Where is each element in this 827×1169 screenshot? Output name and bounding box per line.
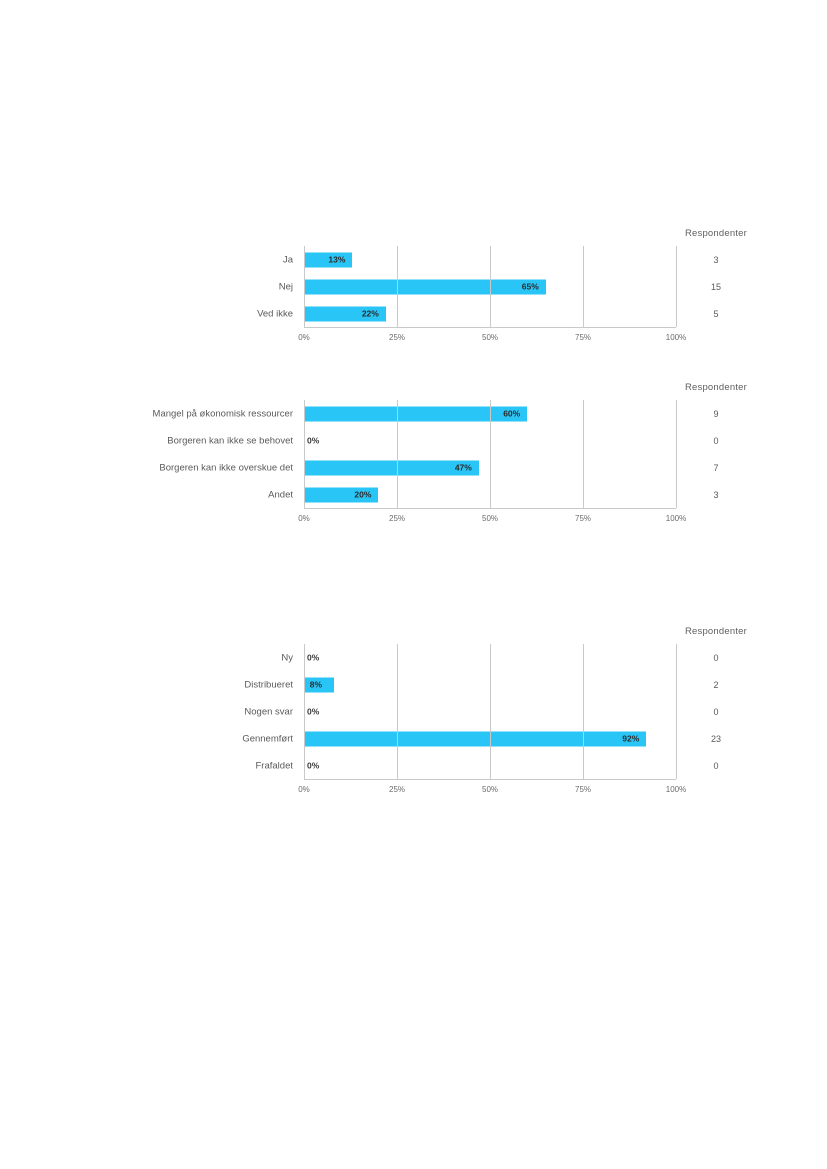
category-label: Ja — [282, 254, 293, 265]
axis-tick-label: 50% — [481, 333, 499, 342]
chart-block-2 — [0, 382, 827, 527]
axis-tick-label: 50% — [481, 785, 499, 794]
respondent-count: 2 — [713, 679, 719, 690]
bar-value-label: 0% — [307, 435, 320, 446]
respondenter-column-header: Respondenter — [684, 228, 748, 239]
respondenter-column-header: Respondenter — [684, 626, 748, 637]
axis-tick-label: 75% — [574, 785, 592, 794]
category-label: Borgeren kan ikke overskue det — [159, 462, 293, 473]
gridline — [583, 246, 584, 327]
bar-value-label: 0% — [307, 760, 320, 771]
axis-tick-label: 0% — [298, 785, 310, 794]
gridline — [397, 644, 398, 779]
gridline — [490, 246, 491, 327]
axis-tick-label: 100% — [665, 514, 687, 523]
respondent-count: 3 — [713, 254, 719, 265]
category-label: Gennemført — [242, 733, 293, 744]
category-label: Nogen svar — [244, 706, 293, 717]
bar-value-label: 22% — [361, 308, 379, 319]
bar-value-label: 0% — [307, 652, 320, 663]
gridline — [676, 644, 677, 779]
axis-tick-label: 0% — [298, 333, 310, 342]
gridline — [397, 246, 398, 327]
respondent-count: 15 — [710, 281, 721, 292]
axis-tick-label: 25% — [388, 785, 406, 794]
gridline — [490, 644, 491, 779]
gridline — [676, 246, 677, 327]
bar-value-label: 60% — [503, 408, 521, 419]
respondent-count: 0 — [713, 435, 719, 446]
category-label: Andet — [268, 489, 293, 500]
axis-tick-label: 25% — [388, 514, 406, 523]
axis-tick-label: 100% — [665, 333, 687, 342]
chart-axis — [298, 644, 687, 794]
gridline — [304, 246, 305, 327]
gridline — [490, 400, 491, 508]
respondent-count: 0 — [713, 760, 719, 771]
respondent-count: 5 — [713, 308, 719, 319]
respondent-count: 7 — [713, 462, 719, 473]
gridline — [676, 400, 677, 508]
axis-tick-label: 0% — [298, 514, 310, 523]
bar-value-label: 47% — [454, 462, 472, 473]
gridline — [304, 400, 305, 508]
category-label: Nej — [278, 281, 293, 292]
respondent-count: 0 — [713, 652, 719, 663]
category-label: Mangel på økonomisk ressourcer — [152, 408, 293, 419]
gridline — [583, 400, 584, 508]
category-label: Distribueret — [244, 679, 293, 690]
bar-value-label: 92% — [622, 733, 640, 744]
bar-value-label: 0% — [307, 706, 320, 717]
axis-tick-label: 100% — [665, 785, 687, 794]
gridline — [397, 400, 398, 508]
axis-baseline — [304, 779, 676, 780]
respondent-count: 0 — [713, 706, 719, 717]
category-label: Borgeren kan ikke se behovet — [167, 435, 293, 446]
chart-axis — [298, 246, 687, 342]
gridline — [304, 644, 305, 779]
axis-tick-label: 75% — [574, 333, 592, 342]
bar-value-label: 65% — [521, 281, 539, 292]
chart-axis — [298, 400, 687, 523]
category-label: Ny — [281, 652, 293, 663]
axis-tick-label: 50% — [481, 514, 499, 523]
chart-block-3 — [0, 626, 827, 801]
category-label: Frafaldet — [255, 760, 293, 771]
respondenter-column-header: Respondenter — [684, 382, 748, 393]
axis-baseline — [304, 327, 676, 328]
bar-value-label: 8% — [309, 679, 323, 690]
axis-baseline — [304, 508, 676, 509]
chart-block-1 — [0, 228, 827, 346]
axis-tick-label: 75% — [574, 514, 592, 523]
bar-value-label: 13% — [328, 254, 346, 265]
axis-tick-label: 25% — [388, 333, 406, 342]
respondent-count: 3 — [713, 489, 719, 500]
gridline — [583, 644, 584, 779]
respondent-count: 23 — [710, 733, 721, 744]
respondent-count: 9 — [713, 408, 719, 419]
category-label: Ved ikke — [257, 308, 293, 319]
bar-value-label: 20% — [354, 489, 372, 500]
